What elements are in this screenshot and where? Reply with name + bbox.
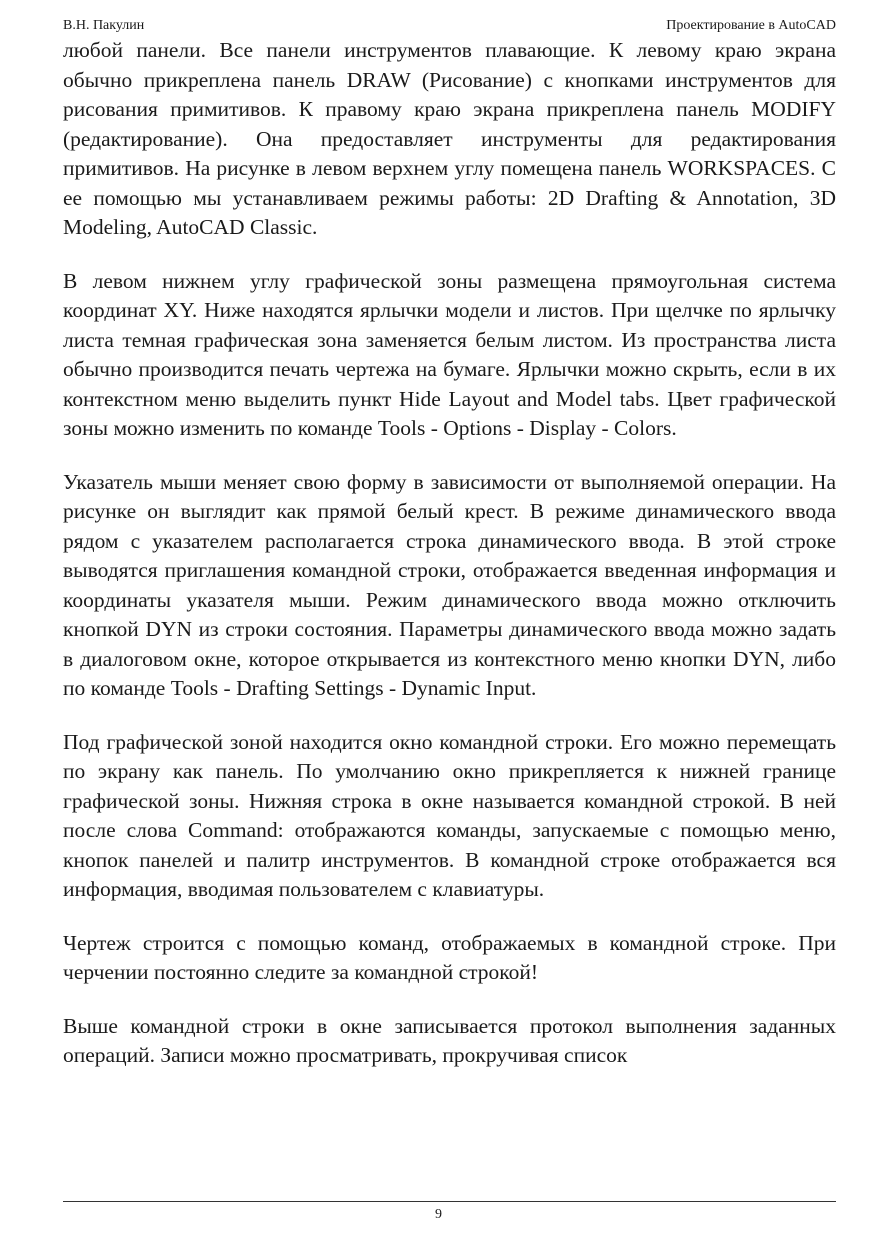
footer-divider: [63, 1201, 836, 1202]
paragraph-drawing-commands: Чертеж строится с помощью команд, отображаемых в командной строке. При черчении постоянно следите за командной строкой!: [63, 930, 836, 984]
paragraph-coordinate-system: В левом нижнем углу графической зоны размещена прямоугольная система координат XY. Ниже находятся ярлычки модели и листов. При щелчке по ярлычку листа темная графическая зона заменяется белым листом. Из пространства листа обычно производится печать чертежа на бумаге. Ярлычки можно скрыть, если в их контекстном меню выделить пункт Hide Layout and Model tabs. Цвет графической зоны можно изменить по команде Tools - Options - Display - Colors.: [63, 268, 836, 440]
paragraph-mouse-pointer: Указатель мыши меняет свою форму в зависимости от выполняемой операции. На рисунке он выглядит как прямой белый крест. В режиме динамического ввода рядом с указателем располагается строка динамического ввода. В этой строке выводятся приглашения командной строки, отображается введенная информация и координаты указателя мыши. Режим динамического ввода можно отключить кнопкой DYN из строки состояния. Параметры динамического ввода можно задать в диалоговом окне, которое открывается из контекстного меню кнопки DYN, либо по команде Tools - Drafting Settings - Dynamic Input.: [63, 469, 836, 700]
header-book-title: Проектирование в AutoCAD: [666, 18, 836, 33]
running-header: [63, 16, 836, 36]
paragraph-command-window: Под графической зоной находится окно командной строки. Его можно перемещать по экрану как панель. По умолчанию окно прикрепляется к нижней границе графической зоны. Нижняя строка в окне называется командной строкой. В ней после слова Command: отображаются команды, запускаемые с помощью меню, кнопок панелей и палитр инструментов. В командной строке отображается вся информация, вводимая пользователем с клавиатуры.: [63, 729, 836, 901]
page-body: [63, 36, 836, 1095]
header-author: В.Н. Пакулин: [63, 18, 145, 33]
paragraph-panels: любой панели. Все панели инструментов плавающие. К левому краю экрана обычно прикреплена панель DRAW (Рисование) с кнопками инструментов для рисования примитивов. К правому краю экрана прикреплена панель MODIFY (редактирование). Она предоставляет инструменты для редактирования примитивов. На рисунке в левом верхнем углу помещена панель WORKSPACES. С ее помощью мы устанавливаем режимы работы: 2D Drafting & Annotation, 3D Modeling, AutoCAD Classic.: [63, 38, 836, 239]
page-number: 9: [435, 1207, 442, 1222]
paragraph-command-history: Выше командной строки в окне записывается протокол выполнения заданных операций. Записи можно просматривать, прокручивая список: [63, 1013, 836, 1067]
